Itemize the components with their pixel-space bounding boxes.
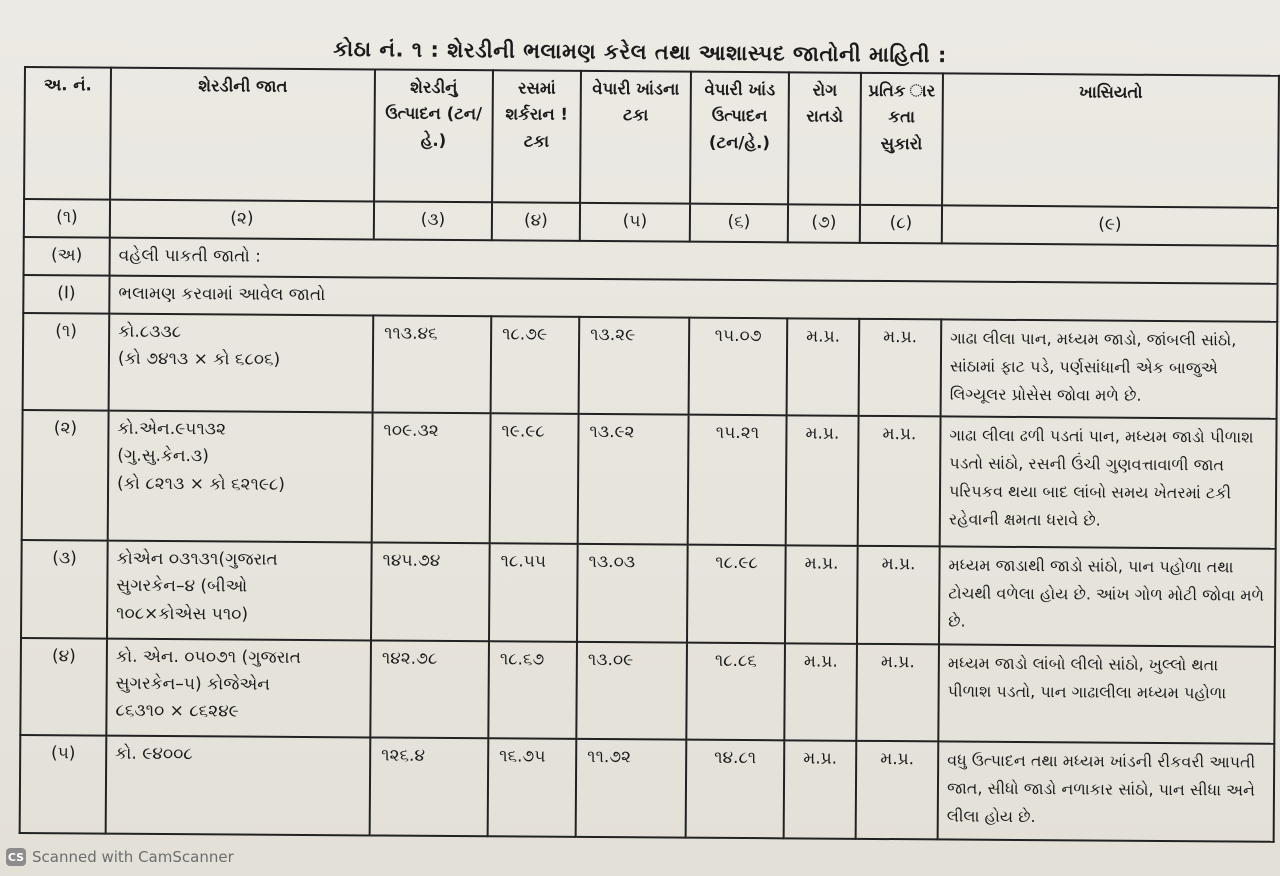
row-sr: (૨) bbox=[22, 410, 109, 541]
row-features: મધ્યમ જાડો લાંબો લીલો સાંઠો, ખુલ્લો થતા પીળાશ પડતો, પાન ગાઢાલીલા મધ્યમ પહોળા bbox=[938, 644, 1275, 744]
row-sucrose: ૧૮.૬૭ bbox=[488, 641, 577, 739]
col-number: (૩) bbox=[374, 202, 492, 241]
header-ccs-yield: વેપારી ખાંડ ઉત્પાદન (ટન/હે.) bbox=[690, 72, 789, 205]
variety-line: (કો ૮૨૧૩ × કો ૬૨૧૯૮) bbox=[117, 473, 286, 495]
col-number: (૪) bbox=[492, 202, 580, 240]
header-resistance: પ્રતિક ાર કતા સુકારો bbox=[860, 73, 943, 206]
col-number: (૨) bbox=[110, 200, 374, 240]
row-resistance: મ.પ્ર. bbox=[859, 318, 942, 416]
row-ccs-yield: ૧૮.૯૮ bbox=[687, 545, 786, 643]
row-resistance: મ.પ્ર. bbox=[857, 546, 940, 644]
table-body bbox=[20, 313, 1278, 842]
table-row bbox=[23, 313, 1278, 419]
row-features: મધ્યમ જાડાથી જાડો સાંઠો, પાન પહોળા તથા ટોચથી વળેલા હોય છે. આંખ ગોળ મોટી જોવા મળે છે. bbox=[939, 547, 1276, 647]
col-number: (૮) bbox=[860, 205, 942, 243]
row-sucrose: ૧૬.૭૫ bbox=[488, 739, 577, 837]
scanner-watermark bbox=[6, 848, 234, 866]
watermark-text: Scanned with CamScanner bbox=[32, 848, 234, 866]
row-disease: મ.પ્ર. bbox=[784, 741, 857, 839]
row-features: ગાઢા લીલા પાન, મધ્યમ જાડો, જાંબલી સાંઠો, સાંઠામાં ફાટ પડે, પર્ણસાંધાની એક બાજુએ લિગ્યૂલર પ્રોસેસ જોવા મળે છે. bbox=[941, 319, 1278, 419]
col-number: (૧) bbox=[24, 199, 110, 237]
col-number: (૭) bbox=[788, 204, 860, 242]
row-disease: મ.પ્ર. bbox=[786, 415, 859, 546]
row-yield: ૧૧૩.૪૬ bbox=[373, 315, 492, 413]
row-sucrose: ૧૮.૫૫ bbox=[489, 543, 578, 641]
variety-line: કો. ૯૪૦૦૮ bbox=[115, 744, 193, 765]
table-row bbox=[22, 410, 1277, 549]
variety-line: કો.૮૩૩૮ bbox=[118, 321, 182, 342]
row-resistance: મ.પ્ર. bbox=[856, 644, 939, 742]
row-ccs: ૧૧.૭૨ bbox=[576, 739, 687, 837]
variety-line: કોએન ૦૩૧૩૧(ગુજરાત bbox=[116, 548, 278, 571]
header-features: ખાસિયતો bbox=[942, 73, 1279, 207]
variety-line: કો. એન. ૦૫૦૭૧ (ગુજરાત bbox=[115, 646, 301, 668]
header-row bbox=[24, 67, 1279, 208]
row-sucrose: ૧૮.૭૯ bbox=[491, 316, 580, 414]
group-label: વહેલી પાકતી જાતો : bbox=[110, 238, 1278, 284]
row-disease: મ.પ્ર. bbox=[784, 643, 857, 741]
col-number: (૯) bbox=[942, 206, 1278, 246]
table-row bbox=[20, 638, 1275, 744]
row-yield: ૧૦૯.૩૨ bbox=[372, 413, 491, 544]
row-sr: (૩) bbox=[21, 540, 108, 638]
variety-line: સુગરકેન–૫) કોજેએન bbox=[115, 673, 271, 695]
header-sr: અ. નં. bbox=[24, 67, 111, 200]
header-disease: રોગ રાતડો bbox=[788, 72, 861, 205]
variety-line: ૮૬૩૧૦ × ૮૬૨૪૯ bbox=[115, 700, 239, 722]
row-variety bbox=[109, 313, 374, 412]
row-resistance: મ.પ્ર. bbox=[856, 741, 939, 839]
row-variety bbox=[107, 541, 372, 640]
header-ccs: વેપારી ખાંડના ટકા bbox=[580, 71, 691, 204]
table-title: કોઠા નં. ૧ : શેરડીની ભલામણ કરેલ તથા આશાસ્પદ જાતોની માહિતી : bbox=[333, 36, 947, 68]
row-variety bbox=[108, 411, 373, 543]
row-sucrose: ૧૯.૯૮ bbox=[490, 413, 579, 544]
variety-line: સુગરકેન–૪ (બીઓ bbox=[116, 576, 248, 597]
header-yield: શેરડીનું ઉત્પાદન (ટન/હે.) bbox=[374, 69, 493, 202]
col-number: (૬) bbox=[690, 204, 788, 242]
row-ccs-yield: ૧૫.૨૧ bbox=[688, 415, 787, 546]
variety-line: (કો ૭૪૧૩ × કો ૬૮૦૬) bbox=[117, 348, 281, 370]
subgroup-code: (I) bbox=[23, 275, 109, 313]
row-ccs: ૧૩.૯૨ bbox=[578, 414, 689, 545]
row-yield: ૧૨૬.૪ bbox=[370, 738, 489, 836]
row-disease: મ.પ્ર. bbox=[785, 546, 858, 644]
header-sucrose: રસમાં શર્કરાન ! ટકા bbox=[492, 70, 581, 203]
row-sr: (૫) bbox=[20, 735, 107, 833]
header-variety: શેરડીની જાત bbox=[110, 68, 375, 202]
camscanner-logo-icon: CS bbox=[6, 848, 26, 866]
row-variety bbox=[106, 736, 371, 835]
variety-line: ૧૦૮×કોએસ ૫૧૦) bbox=[116, 603, 249, 625]
table-row bbox=[20, 735, 1275, 841]
row-features: વધુ ઉત્પાદન તથા મધ્યમ ખાંડની રીકવરી આપતી જાત, સીધો જાડો નળાકાર સાંઠો, પાન સીધા અને લીલા હોય છે. bbox=[938, 742, 1275, 842]
table-row bbox=[21, 540, 1276, 646]
group-code: (અ) bbox=[24, 237, 110, 275]
row-disease: મ.પ્ર. bbox=[787, 318, 860, 416]
row-yield: ૧૪૫.૭૪ bbox=[371, 543, 490, 641]
row-ccs-yield: ૧૮.૮૬ bbox=[686, 642, 785, 740]
row-sr: (૪) bbox=[20, 638, 107, 736]
row-ccs: ૧૩.૦૩ bbox=[577, 544, 688, 642]
sugarcane-varieties-table bbox=[19, 66, 1280, 843]
col-number: (૫) bbox=[580, 203, 690, 242]
subgroup-label: ભલામણ કરવામાં આવેલ જાતો bbox=[109, 275, 1277, 321]
row-resistance: મ.પ્ર. bbox=[858, 416, 941, 547]
variety-line: કો.એન.૯૫૧૩૨ bbox=[117, 418, 227, 440]
row-ccs-yield: ૧૪.૮૧ bbox=[686, 740, 785, 838]
row-variety bbox=[106, 638, 371, 737]
row-features: ગાઢા લીલા ઢળી પડતાં પાન, મધ્યમ જાડો પીળાશ પડતો સાંઠો, રસની ઉંચી ગુણવત્તાવાળી જાત પરિપકવ થયા બાદ લાંબો સમય ખેતરમાં ટકી રહેવાની ક્ષમતા ધરાવે છે. bbox=[940, 417, 1277, 549]
row-yield: ૧૪૨.૭૮ bbox=[370, 640, 489, 738]
row-ccs: ૧૩.૦૯ bbox=[576, 642, 687, 740]
row-ccs: ૧૩.૨૯ bbox=[579, 316, 690, 414]
row-sr: (૧) bbox=[23, 313, 110, 411]
row-ccs-yield: ૧૫.૦૭ bbox=[689, 317, 788, 415]
variety-line: (ગુ.સુ.કેન.૩) bbox=[117, 445, 210, 467]
